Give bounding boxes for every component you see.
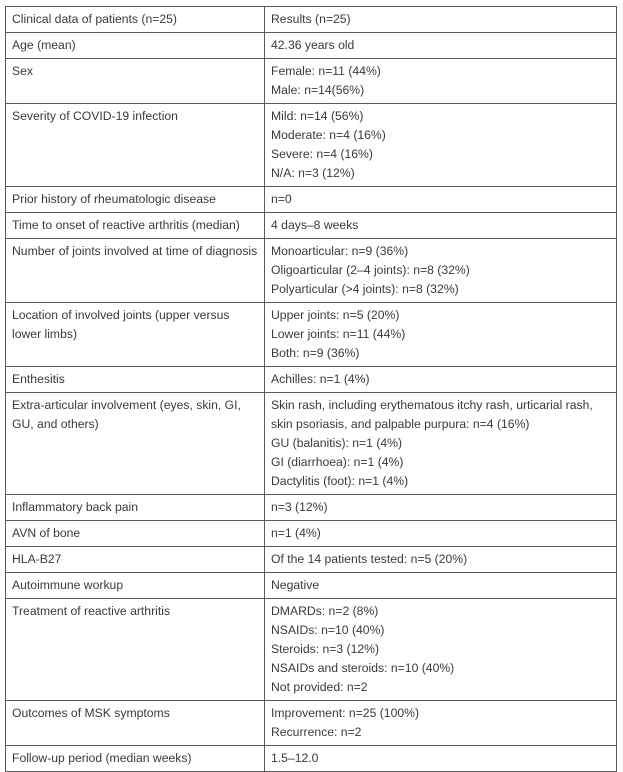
table-body [6,7,617,772]
row-value-line: Female: n=11 (44%) [271,64,381,78]
row-value-line: 42.36 years old [271,38,355,52]
row-label-cell: Time to onset of reactive arthritis (median) [6,213,265,239]
row-value-line: Improvement: n=25 (100%) [271,706,420,720]
row-value-line: Moderate: n=4 (16%) [271,128,386,142]
row-value-line: Mild: n=14 (56%) [271,109,364,123]
table-row [6,213,617,239]
row-value-line: N/A: n=3 (12%) [271,166,355,180]
row-value-line: Negative [271,578,320,592]
row-label-cell: Location of involved joints (upper versus lower limbs) [6,303,265,367]
row-value-line: NSAIDs: n=10 (40%) [271,623,385,637]
row-value-line: GI (diarrhoea): n=1 (4%) [271,455,404,469]
table-row [6,367,617,393]
row-value-line: n=3 (12%) [271,500,328,514]
row-value-line: Achilles: n=1 (4%) [271,372,370,386]
table-row [6,393,617,495]
row-label-cell: Severity of COVID-19 infection [6,104,265,187]
row-value-cell [265,547,617,573]
table-row [6,104,617,187]
row-value-cell [265,303,617,367]
table-row [6,303,617,367]
row-value-line: GU (balanitis): n=1 (4%) [271,436,403,450]
row-value-line: Oligoarticular (2–4 joints): n=8 (32%) [271,263,470,277]
row-label-cell: Inflammatory back pain [6,495,265,521]
table-row [6,746,617,772]
table-row [6,187,617,213]
table-row [6,239,617,303]
row-value-cell [265,213,617,239]
row-label-cell: Autoimmune workup [6,573,265,599]
row-value-line: Steroids: n=3 (12%) [271,642,380,656]
table-row [6,33,617,59]
row-value-line: Of the 14 patients tested: n=5 (20%) [271,552,468,566]
row-value-cell [265,701,617,746]
table-row [6,599,617,701]
row-value-line: Severe: n=4 (16%) [271,147,373,161]
row-value-cell [265,521,617,547]
table-row [6,701,617,746]
row-value-cell [265,367,617,393]
row-value-line: Recurrence: n=2 [271,725,362,739]
row-value-cell [265,393,617,495]
table-header-row [6,7,617,33]
row-value-cell [265,746,617,772]
row-label-cell: Number of joints involved at time of diagnosis [6,239,265,303]
table-row [6,59,617,104]
row-value-cell [265,239,617,303]
row-label-cell: Extra-articular involvement (eyes, skin, GI, GU, and others) [6,393,265,495]
row-label-cell: Enthesitis [6,367,265,393]
row-value-line: n=1 (4%) [271,526,321,540]
row-value-cell [265,495,617,521]
header-label-cell: Clinical data of patients (n=25) [6,7,265,33]
row-value-line: Monoarticular: n=9 (36%) [271,244,409,258]
row-value-line: Dactylitis (foot): n=1 (4%) [271,474,409,488]
row-label-cell: Sex [6,59,265,104]
row-value-line: Male: n=14(56%) [271,83,365,97]
clinical-data-table [5,6,617,772]
table-row [6,547,617,573]
row-label-cell: AVN of bone [6,521,265,547]
row-value-cell [265,59,617,104]
row-value-line: Upper joints: n=5 (20%) [271,308,400,322]
row-value-line: Polyarticular (>4 joints): n=8 (32%) [271,282,459,296]
row-value-line: Not provided: n=2 [271,680,368,694]
row-label-cell: Prior history of rheumatologic disease [6,187,265,213]
row-value-cell [265,187,617,213]
row-value-line: Lower joints: n=11 (44%) [271,327,406,341]
row-value-line: 1.5–12.0 [271,751,319,765]
row-value-line: DMARDs: n=2 (8%) [271,604,379,618]
row-value-cell [265,33,617,59]
row-label-cell: Age (mean) [6,33,265,59]
row-value-line: NSAIDs and steroids: n=10 (40%) [271,661,455,675]
row-label-cell: HLA-B27 [6,547,265,573]
table-row [6,573,617,599]
table-row [6,495,617,521]
row-value-cell [265,104,617,187]
row-value-line: 4 days–8 weeks [271,218,359,232]
row-label-cell: Treatment of reactive arthritis [6,599,265,701]
row-value-line: Both: n=9 (36%) [271,346,360,360]
row-label-cell: Follow-up period (median weeks) [6,746,265,772]
row-value-line: Skin rash, including erythematous itchy rash, urticarial rash, skin psoriasis, and palpable purpura: n=4 (16%) [271,398,593,431]
row-value-cell [265,599,617,701]
row-label-cell: Outcomes of MSK symptoms [6,701,265,746]
row-value-cell [265,573,617,599]
row-value-line: n=0 [271,192,292,206]
table-row [6,521,617,547]
header-value-cell: Results (n=25) [265,7,617,33]
